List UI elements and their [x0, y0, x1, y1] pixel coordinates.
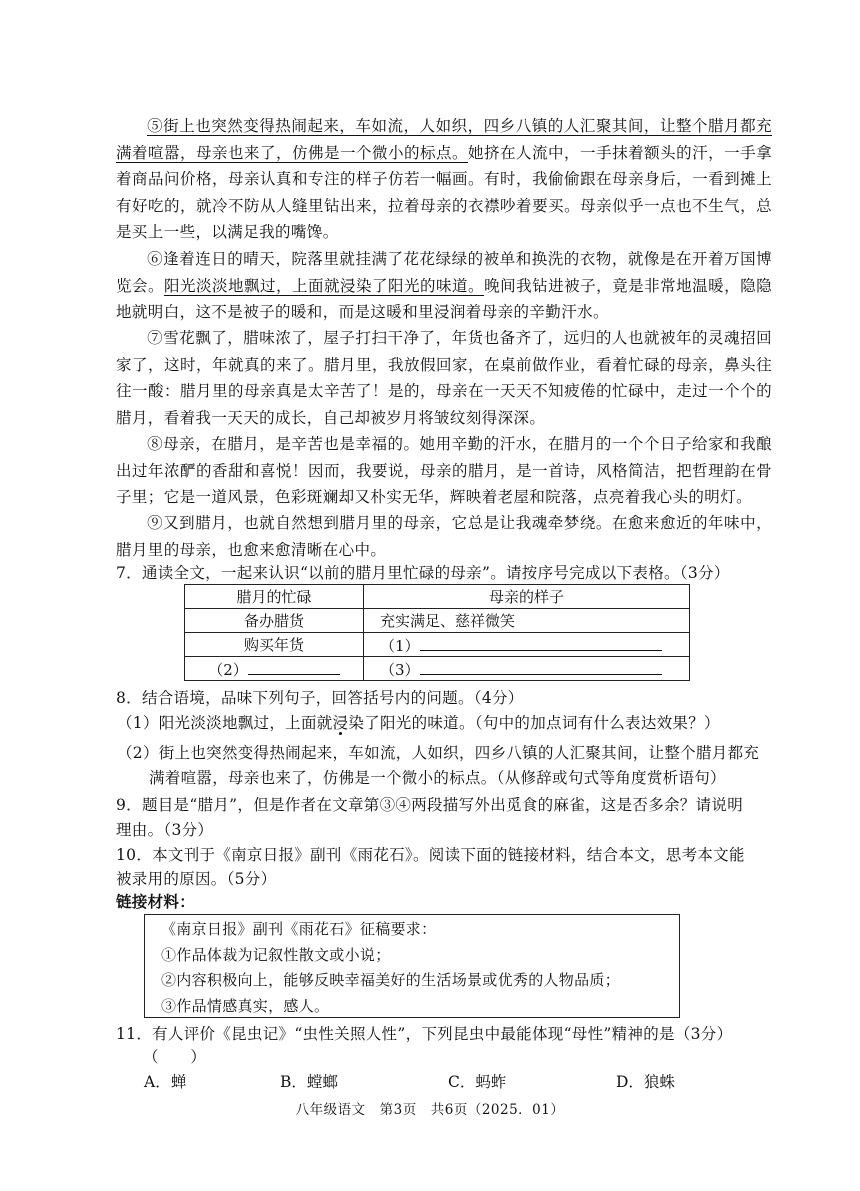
- table-cell: [364, 633, 690, 657]
- paragraph-9-text: ⑨又到腊月，也就自然想到腊月里的母亲，它总是让我魂牵梦绕。在愈来愈近的年味中，腊月里的母亲，也愈来愈清晰在心中。: [116, 514, 772, 559]
- answer-paren[interactable]: （ ）: [143, 1048, 207, 1066]
- paragraph-8-text: ⑧母亲，在腊月，是辛苦也是幸福的。她用辛勤的汗水，在腊月的一个个日子给家和我酿出过年浓酽的香甜和喜悦！因而，我要说，母亲的腊月，是一首诗，风格简洁，把哲理韵在骨子里；它是一道风景，色彩斑斓却又朴实无华，辉映着老屋和院落，点亮着我心头的明灯。: [116, 435, 772, 506]
- blank-label-2: （2）: [208, 660, 248, 679]
- table-header-mother: 母亲的样子: [364, 585, 690, 609]
- table-cell: 备办腊货: [185, 609, 364, 633]
- table-cell: [364, 657, 690, 681]
- paragraph-9: [116, 510, 772, 563]
- blank-label-3: （3）: [380, 660, 420, 679]
- blank-label-1: （1）: [380, 636, 420, 655]
- sentence-1-part-b: 染了阳光的味道。（句中的加点词有什么表达效果？）: [348, 714, 720, 732]
- table-cell: 充实满足、慈祥微笑: [364, 609, 690, 633]
- paragraph-5-rest: 她挤在人流中，一手抹着额头的汗，一手拿着商品问价格，母亲认真和专注的样子仿若一幅画。有时，我偷偷跟在母亲身后，一看到摊上有好吃的，就冷不防从人缝里钻出来，拉着母亲的衣襟吵着要买。母亲似乎一点也不生气，总是买上一些，以满足我的嘴馋。: [116, 143, 772, 241]
- paragraph-5: [116, 113, 772, 246]
- question-11: 11．有人评价《昆虫记》“虫性关照人性”，下列昆虫中最能体现“母性”精神的是（3分）: [116, 1025, 733, 1043]
- table-row: [185, 633, 690, 657]
- answer-blank-3[interactable]: [420, 658, 662, 675]
- page-footer: 八年级语文 第3页 共6页（2025．01）: [295, 1102, 565, 1118]
- table-header-busy: 腊月的忙碌: [185, 585, 364, 609]
- table-cell: 购买年货: [185, 633, 364, 657]
- question-7: 7．通读全文，一起来认识“以前的腊月里忙碌的母亲”。请按序号完成以下表格。（3分）: [116, 564, 730, 582]
- question-10-line-2: 被录用的原因。（5分）: [116, 870, 277, 888]
- link-material-box: [144, 914, 680, 1018]
- paragraph-7-text: ⑦雪花飘了，腊味浓了，屋子打扫干净了，年货也备齐了，远归的人也就被年的灵魂招回家了，这时，年就真的来了。腊月里，我放假回家，在桌前做作业，看着忙碌的母亲，鼻头往往一酸：腊月里的母亲真是太辛苦了！是的，母亲在一天天不知疲倦的忙碌中，走过一个个的腊月，看着我一天天的成长，自己却被岁月将皱纹刻得深深。: [116, 329, 772, 427]
- question-9-line-1: 9．题目是“腊月”，但是作者在文章第③④两段描写外出觅食的麻雀，这是否多余？请说明: [116, 796, 744, 814]
- sentence-1-part-a: （1）阳光淡淡地飘过，上面就: [117, 714, 333, 732]
- table-row: [185, 609, 690, 633]
- table-cell: [185, 657, 364, 681]
- box-line: ②内容积极向上，能够反映幸福美好的生活场景或优秀的人物品质；: [161, 971, 621, 989]
- paragraph-6-before: ⑥逢着连日的晴天，院落里就挂满了花花绿绿的被单和换洗的衣物，就像是在开着万国博览会。: [116, 250, 772, 295]
- paragraph-6-after: 晚间我钻进被子，竟是非常地温暖，隐隐地就明白，这不是被子的暖和，而是这暖和里浸润着母亲的辛勤汗水。: [116, 276, 772, 321]
- box-line: 《南京日报》副刊《雨花石》征稿要求：: [161, 920, 437, 938]
- option-b[interactable]: B．螳螂: [280, 1073, 338, 1091]
- question-8: 8．结合语境，品味下列句子，回答括号内的问题。（4分）: [116, 689, 524, 707]
- answer-table: [184, 584, 690, 681]
- underlined-sentence-6: 阳光淡淡地飘过，上面就浸染了阳光的味道。: [164, 276, 485, 295]
- answer-blank-1[interactable]: [420, 634, 662, 651]
- question-10-line-1: 10．本文刊于《南京日报》副刊《雨花石》。阅读下面的链接材料，结合本文，思考本文能: [116, 846, 745, 864]
- option-a[interactable]: A．蝉: [144, 1073, 187, 1091]
- table-row: [185, 657, 690, 681]
- box-line: ①作品体裁为记叙性散文或小说；: [161, 945, 391, 964]
- dotted-word: 浸: [332, 714, 349, 732]
- answer-blank-2[interactable]: [248, 658, 340, 675]
- paragraph-8: [116, 431, 772, 511]
- option-c[interactable]: C．蚂蚱: [448, 1073, 507, 1091]
- option-d[interactable]: D．狼蛛: [616, 1073, 675, 1091]
- box-line: ③作品情感真实，感人。: [161, 996, 330, 1015]
- underlined-sentence-5: ⑤街上也突然变得热闹起来，车如流，人如织，四乡八镇的人汇聚其间，让整个腊月都充满着喧嚣，母亲也来了，仿佛是一个微小的标点。: [116, 117, 772, 162]
- question-9-line-2: 理由。（3分）: [116, 821, 214, 839]
- question-8-sentence-1: [117, 710, 720, 737]
- paragraph-7: [116, 325, 772, 431]
- paragraph-6: [116, 246, 772, 326]
- question-8-sentence-2-line-2: 满着喧嚣，母亲也来了，仿佛是一个微小的标点。（从修辞或句式等角度赏析语句）: [149, 769, 726, 787]
- link-material-label: 链接材料：: [116, 892, 196, 911]
- table-header-row: [185, 585, 690, 609]
- question-8-sentence-2-line-1: （2）街上也突然变得热闹起来，车如流，人如织，四乡八镇的人汇聚其间，让整个腊月都充: [117, 744, 760, 762]
